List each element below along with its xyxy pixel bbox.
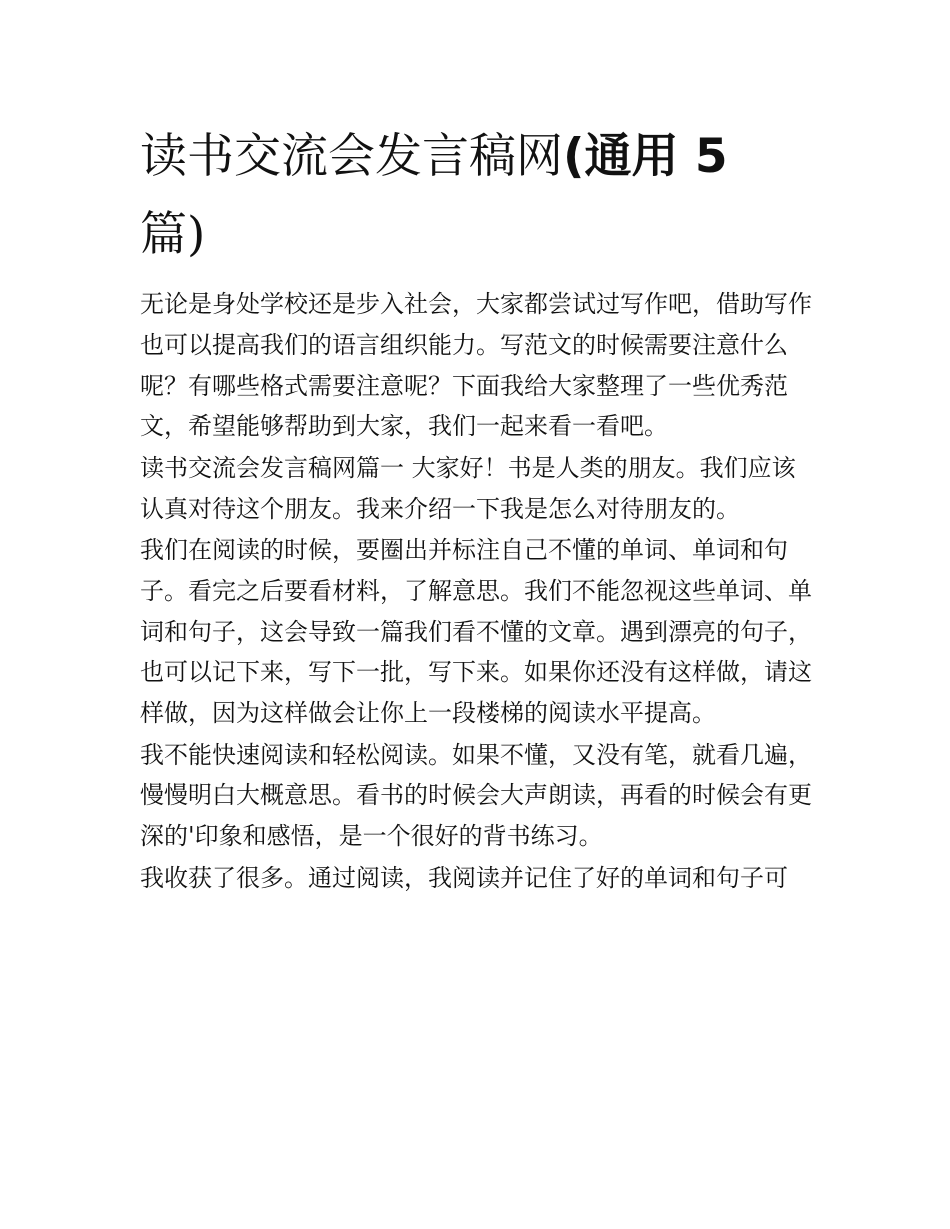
title-paren: (通用 5 (563, 129, 728, 184)
paragraph-1: 读书交流会发言稿网篇一 大家好！书是人类的朋友。我们应该认真对待这个朋友。我来介绍一下我是怎么对待朋友的。 (140, 453, 796, 523)
title-main: 读书交流会发言稿网 (140, 129, 563, 184)
document-body (140, 284, 815, 899)
paragraph-2: 我们在阅读的时候，要圈出并标注自己不懂的单词、单词和句子。看完之后要看材料，了解意思。我们不能忽视这些单词、单词和句子，这会导致一篇我们看不懂的文章。遇到漂亮的句子，也可以记下来，写下一批，写下来。如果你还没有这样做，请这样做，因为这样做会让你上一段楼梯的阅读水平提高。 (140, 535, 812, 728)
title-tail: 篇) (140, 207, 206, 262)
paragraph-3: 我不能快速阅读和轻松阅读。如果不懂，又没有笔，就看几遍，慢慢明白大概意思。看书的时候会大声朗读，再看的时候会有更深的'印象和感悟，是一个很好的背书练习。 (140, 740, 812, 851)
paragraph-4: 我收获了很多。通过阅读，我阅读并记住了好的单词和句子可 (140, 863, 788, 892)
document-title (140, 118, 820, 274)
paragraph-intro: 无论是身处学校还是步入社会，大家都尝试过写作吧，借助写作也可以提高我们的语言组织能力。写范文的时候需要注意什么呢？有哪些格式需要注意呢？下面我给大家整理了一些优秀范文，希望能够帮助到大家，我们一起来看一看吧。 (140, 290, 812, 441)
